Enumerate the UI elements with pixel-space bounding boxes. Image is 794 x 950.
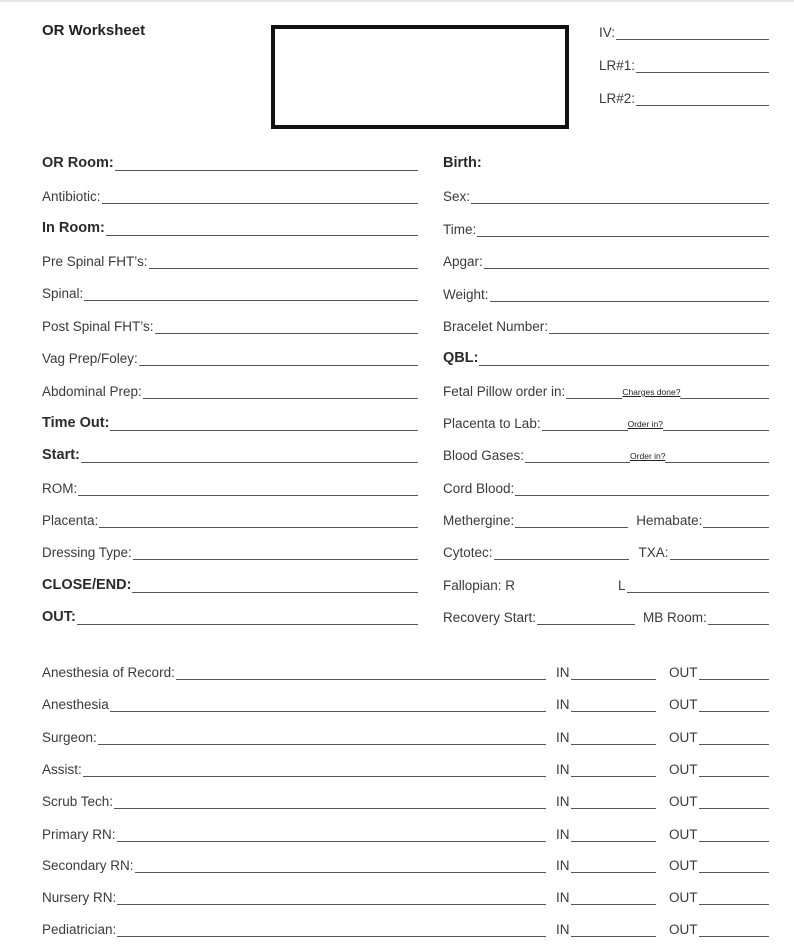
order-in-line-2[interactable] [665, 457, 769, 463]
in-time-line[interactable] [571, 899, 657, 905]
out-time-line[interactable] [699, 674, 770, 680]
staff-row[interactable] [42, 917, 546, 937]
field-fetal-pillow[interactable]: Fetal Pillow order in: Charges done? [443, 379, 769, 399]
weight-line[interactable] [490, 296, 769, 302]
bracelet-line[interactable] [549, 328, 769, 334]
staff-row[interactable] [42, 789, 546, 809]
field-cord-blood[interactable]: Cord Blood: [443, 476, 769, 496]
field-in-room[interactable]: In Room: [42, 216, 418, 236]
staff-row[interactable] [42, 822, 546, 842]
post-spinal-fht-line[interactable] [155, 328, 418, 334]
field-qbl[interactable]: QBL: [443, 346, 769, 366]
in-time-line[interactable] [571, 803, 657, 809]
fallopian-r-line[interactable] [516, 579, 606, 593]
fallopian-l-line[interactable] [627, 587, 769, 593]
charges-done-line[interactable] [680, 393, 769, 399]
in-room-line[interactable] [106, 230, 418, 236]
staff-out-field[interactable]: OUT [669, 692, 769, 712]
staff-row[interactable] [42, 692, 546, 712]
antibiotic-line[interactable] [102, 198, 418, 204]
in-time-line[interactable] [571, 836, 657, 842]
recovery-start-line[interactable] [537, 619, 635, 625]
staff-name-line[interactable] [117, 899, 546, 905]
field-fallopian[interactable]: Fallopian: R L [443, 573, 769, 593]
staff-name-line[interactable] [114, 803, 546, 809]
methergine-line[interactable] [515, 522, 628, 528]
staff-in-field[interactable]: IN [556, 853, 656, 873]
mb-room-line[interactable] [708, 619, 769, 625]
staff-name-line[interactable] [110, 706, 546, 712]
out-time-line[interactable] [699, 706, 770, 712]
cytotec-line[interactable] [494, 554, 629, 560]
staff-out-field[interactable]: OUT [669, 660, 769, 680]
staff-out-field[interactable]: OUT [669, 885, 769, 905]
field-weight[interactable]: Weight: [443, 282, 769, 302]
field-placenta-to-lab[interactable]: Placenta to Lab: Order in? [443, 411, 769, 431]
lr1-label: LR#1: [599, 58, 636, 73]
field-placenta[interactable]: Placenta: [42, 508, 418, 528]
in-time-line[interactable] [571, 771, 657, 777]
placenta-line[interactable] [99, 522, 418, 528]
staff-name-line[interactable] [135, 867, 546, 873]
close-end-line[interactable] [132, 587, 418, 593]
staff-in-field[interactable]: IN [556, 660, 656, 680]
cord-blood-line[interactable] [515, 490, 769, 496]
field-antibiotic[interactable]: Antibiotic: [42, 184, 418, 204]
staff-row[interactable] [42, 725, 546, 745]
field-close-end[interactable]: CLOSE/END: [42, 573, 418, 593]
out-time-line[interactable] [699, 739, 770, 745]
staff-name-line[interactable] [98, 739, 546, 745]
page-title: OR Worksheet [42, 22, 146, 39]
out-line[interactable] [77, 619, 418, 625]
staff-role-label: Anesthesia [42, 697, 109, 712]
field-blood-gases[interactable]: Blood Gases: Order in? [443, 443, 769, 463]
apgar-line[interactable] [484, 263, 769, 269]
lr1-field[interactable] [599, 53, 769, 73]
iv-field[interactable] [599, 20, 769, 40]
staff-role-label: Anesthesia of Record: [42, 665, 175, 680]
page-top-border [0, 0, 794, 2]
field-pre-spinal-fht[interactable]: Pre Spinal FHT’s: [42, 249, 418, 269]
staff-role-label: Secondary RN: [42, 858, 134, 873]
charges-done-note: Charges done? [622, 387, 681, 397]
out-time-line[interactable] [699, 771, 770, 777]
hemabate-label: Hemabate: [636, 513, 703, 528]
or-room-line[interactable] [115, 165, 418, 171]
field-time[interactable]: Time: [443, 217, 769, 237]
out-time-line[interactable] [699, 836, 770, 842]
staff-in-field[interactable]: IN [556, 822, 656, 842]
lr2-label: LR#2: [599, 91, 636, 106]
spinal-line[interactable] [84, 295, 418, 301]
staff-in-field[interactable]: IN [556, 885, 656, 905]
staff-role-label: Scrub Tech: [42, 794, 114, 809]
staff-name-line[interactable] [176, 674, 546, 680]
field-cytotec[interactable]: Cytotec: TXA: [443, 540, 769, 560]
out-time-line[interactable] [699, 931, 770, 937]
lr1-line[interactable] [636, 67, 769, 73]
order-in-line-1[interactable] [663, 425, 769, 431]
out-time-line[interactable] [699, 803, 770, 809]
in-time-line[interactable] [571, 706, 657, 712]
fetal-pillow-line[interactable] [566, 393, 622, 399]
sex-line[interactable] [471, 198, 769, 204]
staff-out-field[interactable]: OUT [669, 789, 769, 809]
field-start[interactable]: Start: [42, 443, 418, 463]
field-recovery-start[interactable]: Recovery Start: MB Room: [443, 605, 769, 625]
vag-prep-line[interactable] [139, 360, 418, 366]
rom-line[interactable] [78, 490, 418, 496]
staff-row[interactable] [42, 853, 546, 873]
staff-name-line[interactable] [117, 931, 546, 937]
hemabate-line[interactable] [703, 522, 769, 528]
staff-out-field[interactable]: OUT [669, 822, 769, 842]
fallopian-l-label: L [618, 578, 626, 593]
start-line[interactable] [81, 457, 418, 463]
qbl-line[interactable] [479, 360, 769, 366]
iv-line[interactable] [616, 34, 769, 40]
placenta-lab-line[interactable] [542, 425, 628, 431]
order-in-note-2: Order in? [630, 451, 666, 461]
staff-in-field[interactable]: IN [556, 917, 656, 937]
iv-label: IV: [599, 25, 616, 40]
txa-label: TXA: [638, 545, 669, 560]
txa-line[interactable] [670, 554, 769, 560]
field-time-out[interactable]: Time Out: [42, 411, 418, 431]
in-time-line[interactable] [571, 674, 657, 680]
sticker-box [271, 25, 569, 129]
field-abdominal-prep[interactable]: Abdominal Prep: [42, 379, 418, 399]
out-time-line[interactable] [699, 867, 770, 873]
staff-role-label: Pediatrician: [42, 922, 117, 937]
field-rom[interactable]: ROM: [42, 476, 418, 496]
staff-role-label: Surgeon: [42, 730, 97, 745]
staff-out-field[interactable]: OUT [669, 757, 769, 777]
field-vag-prep-foley[interactable]: Vag Prep/Foley: [42, 346, 418, 366]
time-out-line[interactable] [110, 425, 418, 431]
staff-row[interactable] [42, 660, 546, 680]
pre-spinal-fht-line[interactable] [149, 263, 418, 269]
field-methergine[interactable]: Methergine: Hemabate: [443, 508, 769, 528]
staff-out-field[interactable]: OUT [669, 917, 769, 937]
staff-in-field[interactable]: IN [556, 692, 656, 712]
field-apgar[interactable]: Apgar: [443, 249, 769, 269]
time-line[interactable] [477, 231, 769, 237]
lr2-field[interactable] [599, 86, 769, 106]
field-birth: Birth: [443, 155, 482, 171]
staff-row[interactable] [42, 885, 546, 905]
staff-in-field[interactable]: IN [556, 757, 656, 777]
staff-in-field[interactable]: IN [556, 725, 656, 745]
mb-room-label: MB Room: [643, 610, 707, 625]
staff-name-line[interactable] [83, 771, 546, 777]
order-in-note-1: Order in? [627, 419, 664, 429]
in-time-line[interactable] [571, 931, 657, 937]
out-time-line[interactable] [699, 899, 770, 905]
field-out[interactable]: OUT: [42, 605, 418, 625]
staff-out-field[interactable]: OUT [669, 853, 769, 873]
field-dressing-type[interactable]: Dressing Type: [42, 540, 418, 560]
field-spinal[interactable]: Spinal: [42, 281, 418, 301]
staff-out-field[interactable]: OUT [669, 725, 769, 745]
lr2-line[interactable] [636, 100, 769, 106]
field-bracelet-number[interactable]: Bracelet Number: [443, 314, 769, 334]
abdominal-prep-line[interactable] [143, 393, 418, 399]
staff-row[interactable] [42, 757, 546, 777]
staff-in-field[interactable]: IN [556, 789, 656, 809]
blood-gases-line[interactable] [525, 457, 630, 463]
in-time-line[interactable] [571, 867, 657, 873]
field-or-room[interactable]: OR Room: [42, 151, 418, 171]
dressing-type-line[interactable] [133, 554, 418, 560]
field-sex[interactable]: Sex: [443, 184, 769, 204]
in-time-line[interactable] [571, 739, 657, 745]
staff-role-label: Primary RN: [42, 827, 116, 842]
field-post-spinal-fht[interactable]: Post Spinal FHT’s: [42, 314, 418, 334]
staff-role-label: Assist: [42, 762, 82, 777]
staff-role-label: Nursery RN: [42, 890, 117, 905]
staff-name-line[interactable] [117, 836, 547, 842]
